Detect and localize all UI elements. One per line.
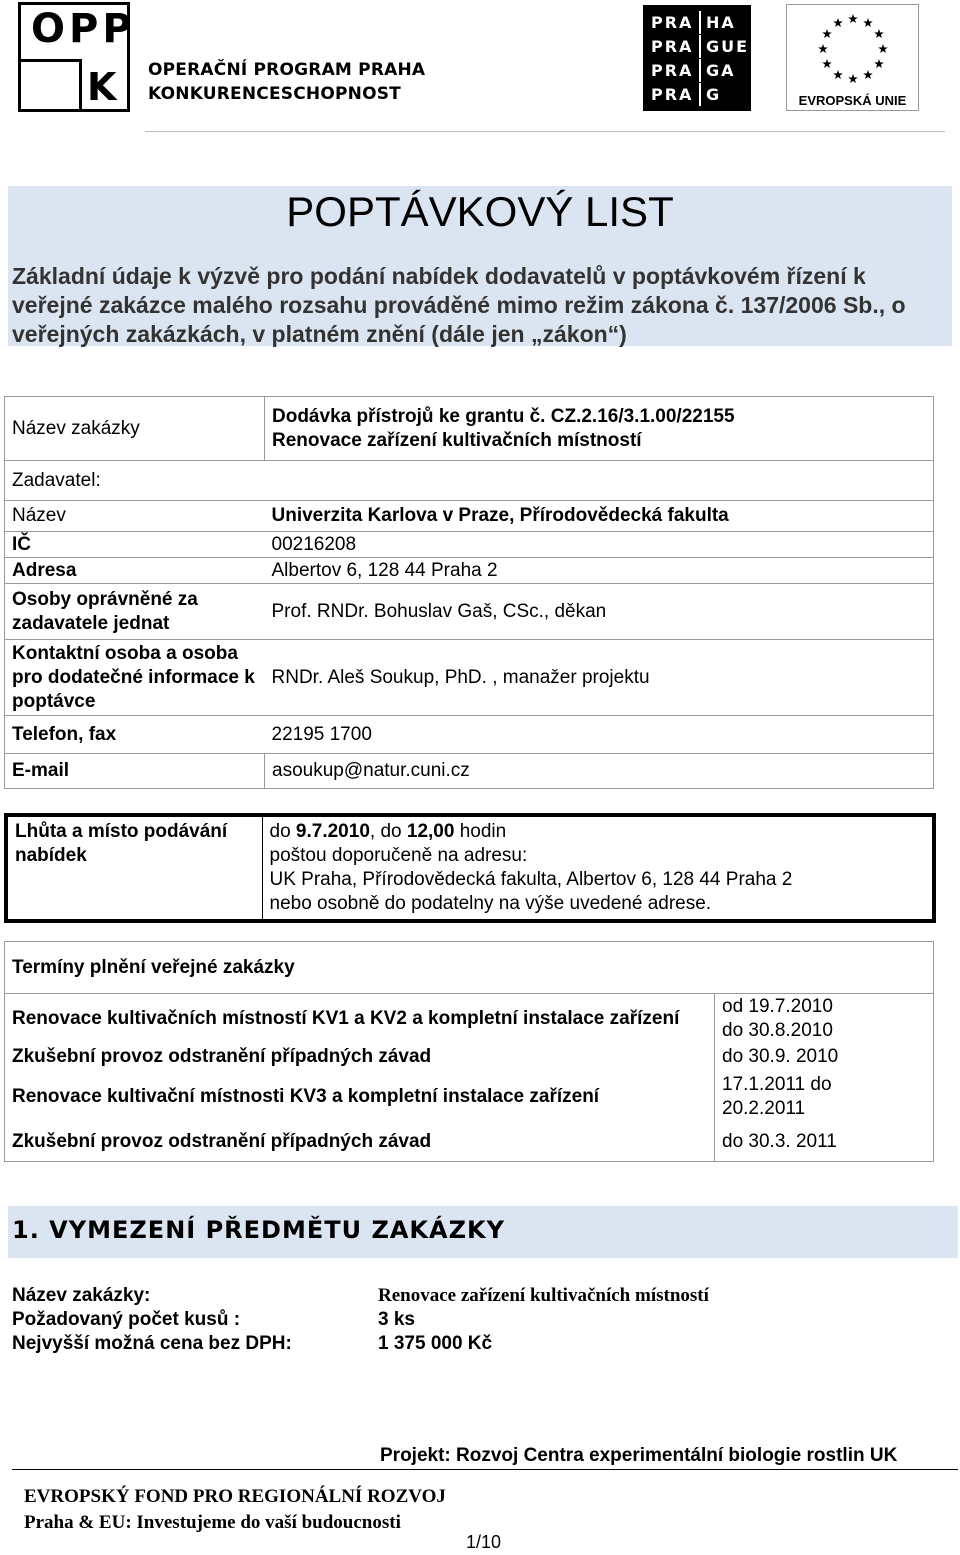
eu-star-icon bbox=[874, 59, 884, 68]
opp-logo-letters: OPP bbox=[31, 6, 136, 52]
kontakt-value: RNDr. Aleš Soukup, PhD. , manažer projektu bbox=[265, 640, 934, 716]
eu-star-icon bbox=[818, 44, 828, 53]
section-title: 1. VYMEZENÍ PŘEDMĚTU ZAKÁZKY bbox=[12, 1216, 505, 1244]
opp-program-line1: OPERAČNÍ PROGRAM PRAHA bbox=[148, 60, 426, 80]
footer-fund-line1: EVROPSKÝ FOND PRO REGIONÁLNÍ ROZVOJ bbox=[24, 1486, 446, 1507]
field-label: Požadovaný počet kusů : bbox=[12, 1309, 241, 1330]
eu-star-icon bbox=[878, 44, 888, 53]
eu-star-icon bbox=[822, 59, 832, 68]
opp-logo-line bbox=[21, 59, 81, 62]
praha-logo-grid bbox=[651, 11, 750, 106]
terms-task: Zkušební provoz odstranění případných závad bbox=[5, 1044, 715, 1070]
section-field-labels bbox=[12, 1284, 292, 1356]
footer-fund bbox=[24, 1484, 446, 1536]
terms-task: Renovace kultivační místnosti KV3 a kompletní instalace zařízení bbox=[5, 1070, 715, 1124]
deadline-label: Lhůta a místo podávání nabídek bbox=[6, 815, 262, 921]
field-label: Název zakázky: bbox=[12, 1285, 151, 1306]
deadline-line1 bbox=[270, 820, 926, 844]
adresa-label: Adresa bbox=[5, 558, 265, 584]
terms-date: do 30.3. 2011 bbox=[715, 1124, 934, 1162]
praha-logo-cell: HA bbox=[699, 11, 747, 34]
eu-star-icon bbox=[863, 70, 873, 79]
document-title: POPTÁVKOVÝ LIST bbox=[286, 188, 674, 235]
field-value: Renovace zařízení kultivačních místností bbox=[378, 1285, 709, 1306]
contract-info-table bbox=[4, 396, 934, 789]
nazev-label: Název bbox=[5, 501, 265, 532]
contract-name-value bbox=[265, 397, 934, 461]
footer-divider bbox=[12, 1469, 958, 1470]
terms-date bbox=[715, 994, 934, 1044]
nazev-value: Univerzita Karlova v Praze, Přírodovědecká fakulta bbox=[265, 501, 934, 532]
telefon-label: Telefon, fax bbox=[5, 716, 265, 754]
osoby-label: Osoby oprávněné za zadavatele jednat bbox=[5, 584, 265, 640]
intro-text: Základní údaje k výzvě pro podání nabídek dodavatelů v poptávkovém řízení k veřejné zakázce malého rozsahu prováděné mimo režim zákona č. 137/2006 Sb., o veřejných zakázkách, v platném znění (dále jen „zákon“) bbox=[12, 263, 906, 347]
header-divider bbox=[145, 131, 945, 132]
eu-star-icon bbox=[874, 29, 884, 38]
contract-name-line1: Dodávka přístrojů ke grantu č. CZ.2.16/3.1.00/22155 bbox=[272, 405, 735, 427]
terms-date-from: od 19.7.2010 bbox=[722, 995, 833, 1017]
deadline-text: , do bbox=[369, 821, 407, 842]
eu-stars-icon bbox=[815, 11, 891, 87]
terms-date bbox=[715, 1070, 934, 1124]
eu-logo bbox=[786, 4, 919, 111]
opp-logo-k: K bbox=[87, 65, 117, 109]
praha-logo bbox=[643, 5, 751, 111]
eu-star-icon bbox=[848, 74, 858, 83]
zadavatel-label: Zadavatel: bbox=[5, 461, 934, 501]
ic-label: IČ bbox=[5, 532, 265, 558]
section-field-values bbox=[378, 1284, 709, 1356]
deadline-line3: UK Praha, Přírodovědecká fakulta, Albertov 6, 128 44 Praha 2 bbox=[269, 869, 793, 890]
deadline-time: 12,00 bbox=[406, 821, 455, 842]
eu-label: EVROPSKÁ UNIE bbox=[798, 93, 907, 108]
eu-star-icon bbox=[833, 18, 843, 27]
deadline-line2: poštou doporučeně na adresu: bbox=[269, 845, 528, 866]
footer-fund-line2: Praha & EU: Investujeme do vaší budoucnosti bbox=[24, 1512, 401, 1533]
praha-logo-cell: PRA bbox=[651, 85, 694, 104]
eu-star-icon bbox=[848, 14, 858, 23]
contract-name-label: Název zakázky bbox=[5, 397, 265, 461]
praha-logo-cell: PRA bbox=[651, 61, 694, 80]
deadline-value bbox=[262, 815, 934, 921]
terms-table bbox=[4, 941, 934, 1162]
field-value: 1 375 000 Kč bbox=[378, 1333, 493, 1354]
contract-name-line2: Renovace zařízení kultivačních místností bbox=[272, 429, 642, 451]
deadline-line4: nebo osobně do podatelny na výše uvedené adrese. bbox=[269, 893, 712, 914]
terms-header: Termíny plnění veřejné zakázky bbox=[5, 942, 934, 994]
osoby-value: Prof. RNDr. Bohuslav Gaš, CSc., děkan bbox=[265, 584, 934, 640]
deadline-date: 9.7.2010 bbox=[295, 821, 370, 842]
deadline-text: hodin bbox=[454, 821, 507, 842]
field-value: 3 ks bbox=[378, 1309, 415, 1330]
email-label: E-mail bbox=[5, 754, 265, 789]
terms-date: do 30.9. 2010 bbox=[715, 1044, 934, 1070]
page-number: 1/10 bbox=[466, 1532, 502, 1552]
adresa-value: Albertov 6, 128 44 Praha 2 bbox=[265, 558, 934, 584]
opp-program-name bbox=[148, 58, 425, 106]
email-value: asoukup@natur.cuni.cz bbox=[265, 754, 934, 789]
eu-star-icon bbox=[863, 18, 873, 27]
ic-value: 00216208 bbox=[265, 532, 934, 558]
opp-logo bbox=[18, 2, 136, 112]
terms-date-to: 20.2.2011 bbox=[722, 1097, 806, 1119]
praha-logo-cell: GUE bbox=[699, 35, 747, 58]
praha-logo-cell: PRA bbox=[651, 13, 694, 32]
deadline-table bbox=[4, 813, 936, 923]
field-label: Nejvyšší možná cena bez DPH: bbox=[12, 1333, 292, 1354]
praha-logo-cell: GA bbox=[699, 59, 747, 82]
terms-task: Zkušební provoz odstranění případných závad bbox=[5, 1124, 715, 1162]
telefon-value: 22195 1700 bbox=[265, 716, 934, 754]
praha-logo-cell: G bbox=[699, 83, 747, 106]
terms-date-to: do 30.8.2010 bbox=[722, 1019, 833, 1041]
terms-task: Renovace kultivačních místností KV1 a KV2 a kompletní instalace zařízení bbox=[5, 994, 715, 1044]
opp-logo-line bbox=[79, 59, 82, 112]
terms-date-from: 17.1.2011 do bbox=[722, 1073, 832, 1095]
opp-program-line2: KONKURENCESCHOPNOST bbox=[148, 84, 401, 104]
footer-project: Projekt: Rozvoj Centra experimentální biologie rostlin UK bbox=[380, 1445, 898, 1466]
kontakt-label: Kontaktní osoba a osoba pro dodatečné informace k poptávce bbox=[5, 640, 265, 716]
eu-star-icon bbox=[833, 70, 843, 79]
deadline-text: do bbox=[269, 821, 296, 842]
praha-logo-cell: PRA bbox=[651, 37, 694, 56]
eu-star-icon bbox=[822, 29, 832, 38]
